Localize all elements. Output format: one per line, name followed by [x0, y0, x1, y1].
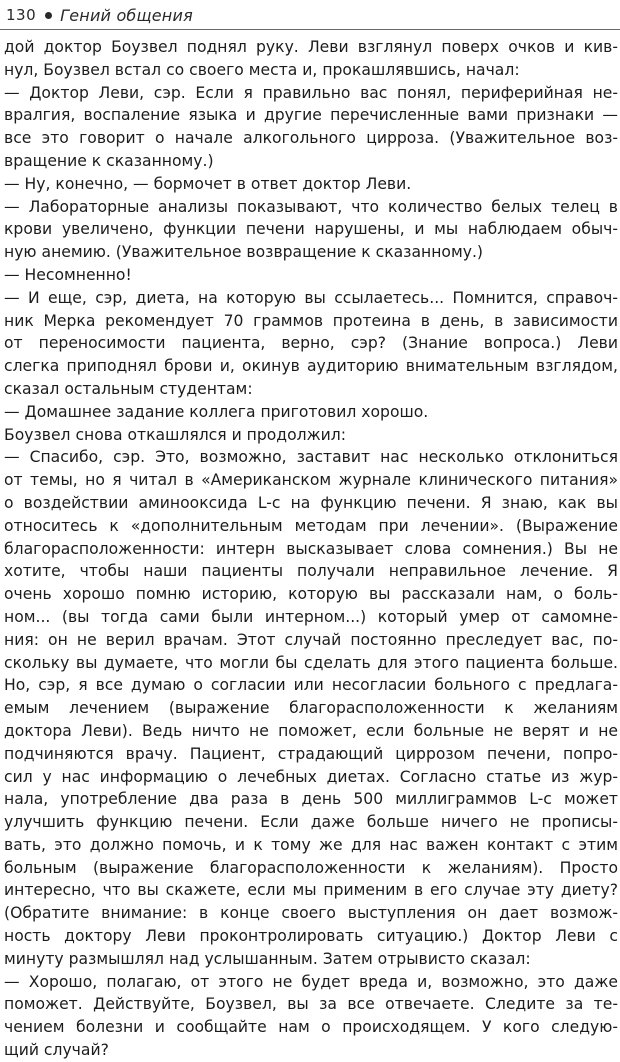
running-head	[6, 2, 193, 28]
text-line: — Ну, конечно, — бормочет в ответ доктор Леви.	[4, 174, 412, 193]
text-line: нала, употребление два раза в день 500 миллиграммов L-c может	[4, 790, 618, 809]
text-line: доктора Леви). Ведь ничто не поможет, если больные не верят и не	[4, 721, 618, 740]
header-rule	[0, 29, 620, 30]
text-line: слегка приподнял брови и, окинув аудиторию внимательным взглядом,	[4, 357, 618, 376]
text-line: ния: он не верил врачам. Этот случай постоянно преследует вас, по-	[4, 630, 618, 649]
text-line: благорасположенности: интерн высказывает слова сомнения.) Вы не	[4, 539, 618, 558]
text-line: (Обратите внимание: в конце своего выступления он дает возмож-	[4, 904, 618, 923]
text-line: ник Мерка рекомендует 70 граммов протеина в день, в зависимости	[4, 311, 618, 330]
bullet-separator	[45, 12, 52, 19]
text-line: — Спасибо, сэр. Это, возможно, заставит нас несколько отклониться	[4, 448, 618, 467]
text-line: щий случай?	[4, 1041, 109, 1060]
text-line: от темы, но я читал в «Американском журнале клинического питания»	[4, 471, 618, 490]
text-line: нул, Боузвел встал со своего места и, прокашлявшись, начал:	[4, 60, 520, 79]
text-line: Но, сэр, я все думаю о согласии или несогласии больного с предлага-	[4, 676, 618, 695]
text-line: от переносимости пациента, верно, сэр? (Знание вопроса.) Леви	[4, 334, 618, 353]
text-line: о воздействии аминооксида L-c на функцию печени. Я знаю, как вы	[4, 493, 618, 512]
text-line: — Хорошо, полагаю, от этого не будет вреда и, возможно, это даже	[4, 972, 618, 991]
text-line: емым лечением (выражение благорасположенности к желаниям	[4, 699, 618, 718]
text-line: Боузвел снова откашлялся и продолжил:	[4, 425, 346, 444]
text-line: больным (выражение благорасположенности к желаниям). Просто	[4, 858, 618, 877]
text-line: вать, это должно помочь, и к тому же для нас важен контакт с этим	[4, 835, 618, 854]
text-line: ность доктору Леви проконтролировать ситуацию.) Доктор Леви с	[4, 927, 618, 946]
text-line: вращение к сказанному.)	[4, 151, 214, 170]
text-line: — Доктор Леви, сэр. Если я правильно вас понял, периферийная не-	[4, 83, 618, 102]
body-text	[4, 36, 618, 1062]
text-line: — Несомненно!	[4, 265, 132, 284]
text-line: улучшить функцию печени. Если даже больше ничего не прописы-	[4, 813, 618, 832]
page-number: 130	[6, 6, 37, 24]
text-line: вралгия, воспаление языка и другие перечисленные вами признаки —	[4, 106, 618, 125]
text-line: сил у нас информацию о лечебных диетах. Согласно статье из жур-	[4, 767, 618, 786]
text-line: крови увеличено, функции печени нарушены, и мы наблюдаем обыч-	[4, 220, 618, 239]
text-line: ную анемию. (Уважительное возвращение к сказанному.)	[4, 243, 483, 262]
text-line: — Домашнее задание коллега приготовил хорошо.	[4, 402, 429, 421]
text-line: ном... (вы тогда сами были интерном...) который умер от самомне-	[4, 607, 618, 626]
text-line: относитесь к «дополнительным методам при лечении». (Выражение	[4, 516, 618, 535]
text-line: все это говорит о начале алкогольного цирроза. (Уважительное воз-	[4, 129, 618, 148]
text-line: поможет. Действуйте, Боузвел, вы за все отвечаете. Следите за те-	[4, 995, 618, 1014]
text-line: очень хорошо помню историю, которую вы рассказали нам, о боль-	[4, 585, 618, 604]
text-line: интересно, что вы скажете, если мы применим в его случае эту диету?	[4, 881, 618, 900]
text-line: подчиняются врачу. Пациент, страдающий циррозом печени, попро-	[4, 744, 618, 763]
text-line: хотите, чтобы наши пациенты получали неправильное лечение. Я	[4, 562, 618, 581]
text-line: сказал остальным студентам:	[4, 379, 253, 398]
text-line: — И еще, сэр, диета, на которую вы ссылаетесь... Помнится, справоч-	[4, 288, 618, 307]
text-line: — Лабораторные анализы показывают, что количество белых телец в	[4, 197, 618, 216]
text-line: дой доктор Боузвел поднял руку. Леви взглянул поверх очков и кив-	[4, 38, 618, 56]
text-line: минуту размышлял над услышанным. Затем отрывисто сказал:	[4, 949, 531, 968]
book-title: Гений общения	[60, 5, 193, 25]
text-line: скольку вы думаете, что могли бы сделать для этого пациента больше.	[4, 653, 618, 672]
text-line: чением болезни и сообщайте нам о происходящем. У кого следую-	[4, 1018, 618, 1037]
